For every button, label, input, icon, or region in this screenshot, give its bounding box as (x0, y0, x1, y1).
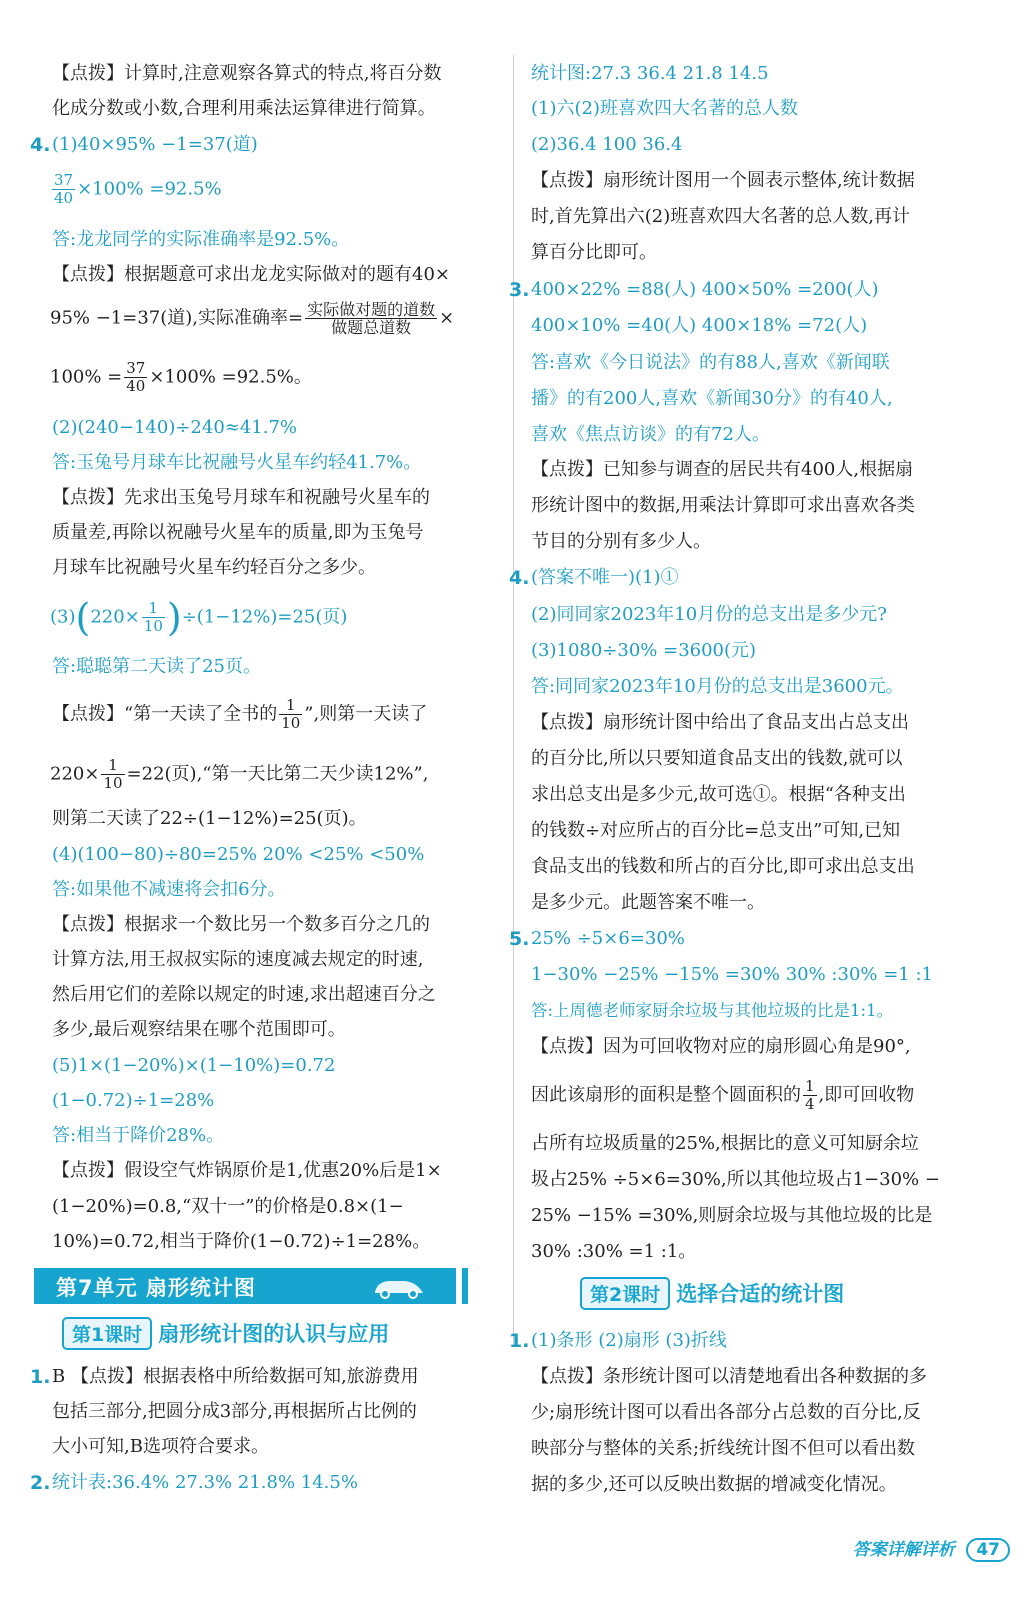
answer-line: (1)六(2)班喜欢四大名著的总人数 (531, 98, 798, 119)
hint-line: 质量差,再除以祝融号火星车的质量,即为玉兔号 (52, 522, 424, 543)
hint-line: 据的多少,还可以反映出数据的增减变化情况。 (531, 1474, 897, 1495)
answer-line: (4)(100−80)÷80=25% 20% <25% <50% (52, 844, 425, 865)
answer-line: (2)(240−140)÷240≈41.7% (52, 417, 298, 438)
hint-line: 映部分与整体的关系;折线统计图不但可以看出数 (531, 1438, 916, 1459)
unit-banner (34, 1268, 474, 1304)
answer-line: 25% ÷5×6=30% (531, 928, 685, 949)
hint-line: 【点拨】扇形统计图中给出了食品支出占总支出 (531, 712, 909, 733)
hint-line: 【点拨】因为可回收物对应的扇形圆心角是90°, (531, 1036, 911, 1057)
hint-line: 【点拨】根据题意可求出龙龙实际做对的题有40× (52, 264, 450, 285)
question-number: 4. (30, 134, 51, 156)
answer-line: 统计图:27.3 36.4 21.8 14.5 (531, 63, 769, 84)
lesson-heading (580, 1277, 844, 1310)
hint-line: 求出总支出是多少元,故可选①。根据“各种支出 (531, 784, 906, 805)
question-number: 2. (30, 1472, 51, 1494)
hint-line: 少;扇形统计图可以看出各部分占总数的百分比,反 (531, 1402, 921, 1423)
hint-formula: 100% = $\frac{37}{40}$ ×100% =92.5%。 (50, 359, 312, 395)
answer-formula: $\frac{37}{40}$ ×100% =92.5% (54, 171, 222, 207)
lesson-title: 扇形统计图的认识与应用 (158, 1322, 390, 1346)
hint-line: 食品支出的钱数和所占的百分比,即可求出总支出 (531, 856, 915, 877)
answer-line: 答:聪聪第二天读了25页。 (52, 656, 261, 677)
hint-line: 包括三部分,把圆分成3部分,再根据所占比例的 (52, 1401, 417, 1422)
answer-line: (1)40×95% −1=37(道) (52, 134, 258, 155)
hint-line: 的钱数÷对应所占的百分比=总支出”可知,已知 (531, 820, 901, 841)
car-icon (369, 1274, 429, 1300)
hint-line: 【点拨】已知参与调查的居民共有400人,根据扇 (531, 459, 914, 480)
lesson-heading (62, 1317, 389, 1350)
answer-line: (2)同同家2023年10月份的总支出是多少元? (531, 604, 887, 625)
answer-line: (1)条形 (2)扇形 (3)折线 (531, 1330, 727, 1351)
hint-line: 节目的分别有多少人。 (531, 531, 711, 552)
hint-line: B 【点拨】根据表格中所给数据可知,旅游费用 (52, 1366, 419, 1387)
answer-line: 播》的有200人,喜欢《新闻30分》的有40人, (531, 388, 893, 409)
question-number: 4. (509, 567, 530, 589)
hint-line: 【点拨】根据求一个数比另一个数多百分之几的 (52, 914, 430, 935)
answer-line: 答:如果他不减速将会扣6分。 (52, 879, 286, 900)
hint-line: 化成分数或小数,合理利用乘法运算律进行简算。 (52, 98, 436, 119)
lesson-badge: 第2课时 (580, 1277, 670, 1310)
hint-line: 大小可知,B选项符合要求。 (52, 1436, 269, 1457)
fraction: $\frac{37}{40}$ (54, 171, 74, 207)
question-number: 3. (509, 279, 530, 301)
hint-formula: 【点拨】“第一天读了全书的 $\frac{1}{10}$ ”,则第一天读了 (52, 696, 428, 732)
hint-line: 的百分比,所以只要知道食品支出的钱数,就可以 (531, 748, 903, 769)
hint-line: 10%)=0.72,相当于降价(1−0.72)÷1=28%。 (52, 1231, 431, 1252)
hint-line: 【点拨】假设空气炸锅原价是1,优惠20%后是1× (52, 1160, 442, 1181)
lesson-badge: 第1课时 (62, 1317, 152, 1350)
fraction: $\frac{1}{4}$ (805, 1077, 815, 1113)
hint-line: 则第二天读了22÷(1−12%)=25(页)。 (52, 808, 367, 829)
answer-line: 400×22% =88(人) 400×50% =200(人) (531, 279, 879, 300)
answer-line: (3)1080÷30% =3600(元) (531, 640, 757, 661)
unit-title: 第7单元 扇形统计图 (56, 1276, 256, 1300)
fraction: $\frac{1}{10}$ (143, 599, 163, 635)
fraction: $\frac{1}{10}$ (103, 756, 123, 792)
hint-line: 计算方法,用王叔叔实际的速度减去规定的时速, (52, 949, 424, 970)
banner-stripe (456, 1268, 462, 1304)
answer-line: 统计表:36.4% 27.3% 21.8% 14.5% (52, 1472, 358, 1493)
hint-line: 多少,最后观察结果在哪个范围即可。 (52, 1019, 346, 1040)
footer-label: 答案详解详析 (852, 1540, 955, 1560)
banner-stripe (468, 1268, 474, 1304)
hint-line: 【点拨】扇形统计图用一个圆表示整体,统计数据 (531, 170, 915, 191)
answer-line: (1−0.72)÷1=28% (52, 1090, 215, 1111)
answer-line: 答:相当于降价28%。 (52, 1125, 225, 1146)
question-number: 1. (30, 1366, 51, 1388)
hint-line: 【点拨】计算时,注意观察各算式的特点,将百分数 (52, 63, 442, 84)
hint-line: 30% :30% =1 :1。 (531, 1241, 697, 1262)
lesson-title: 选择合适的统计图 (676, 1282, 845, 1306)
fraction: $\frac{37}{40}$ (126, 359, 146, 395)
answer-line: 1−30% −25% −15% =30% 30% :30% =1 :1 (531, 964, 933, 985)
answer-line: 答:玉兔号月球车比祝融号火星车约轻41.7%。 (52, 452, 422, 473)
answer-line: 400×10% =40(人) 400×18% =72(人) (531, 315, 868, 336)
column-divider (513, 55, 514, 1345)
hint-formula: 220× $\frac{1}{10}$ =22(页),“第一天比第二天少读12%”, (50, 756, 429, 792)
answer-line: (2)36.4 100 36.4 (531, 134, 683, 155)
fraction: $\frac{1}{10}$ (281, 696, 301, 732)
hint-line: 圾占25% ÷5×6=30%,所以其他垃圾占1−30% − (531, 1169, 940, 1190)
hint-line: 【点拨】条形统计图可以清楚地看出各种数据的多 (531, 1366, 927, 1387)
hint-line: 时,首先算出六(2)班喜欢四大名著的总人数,再计 (531, 206, 910, 227)
answer-line: (答案不唯一)(1)① (531, 567, 679, 588)
page-footer (853, 1535, 1010, 1562)
question-number: 5. (509, 928, 530, 950)
answer-line: 答:上周德老师家厨余垃圾与其他垃圾的比是1:1。 (531, 1001, 894, 1020)
hint-line: 是多少元。此题答案不唯一。 (531, 892, 765, 913)
fraction: $\frac{\text{实际做对题的道数}}{\text{做题总道数}}$ (307, 300, 436, 337)
hint-line: (1−20%)=0.8,“双十一”的价格是0.8×(1− (52, 1196, 404, 1217)
hint-line: 算百分比即可。 (531, 242, 657, 263)
hint-line: 月球车比祝融号火星车约轻百分之多少。 (52, 557, 376, 578)
answer-line: (5)1×(1−20%)×(1−10%)=0.72 (52, 1055, 336, 1076)
hint-formula: 95% −1=37(道),实际准确率= $\frac{\text{实际做对题的道数}}{\text{做题总道数}}$ × (50, 300, 455, 337)
answer-formula: (3)(220× $\frac{1}{10}$ )÷(1−12%)=25(页) (50, 595, 348, 640)
hint-formula: 因此该扇形的面积是整个圆面积的 $\frac{1}{4}$ ,即可回收物 (531, 1077, 915, 1113)
page-number: 47 (966, 1538, 1010, 1562)
hint-line: 然后用它们的差除以规定的时速,求出超速百分之 (52, 984, 436, 1005)
hint-line: 25% −15% =30%,则厨余垃圾与其他垃圾的比是 (531, 1205, 933, 1226)
answer-line: 答:龙龙同学的实际准确率是92.5%。 (52, 229, 350, 250)
answer-line: 喜欢《焦点访谈》的有72人。 (531, 424, 770, 445)
answer-line: 答:同同家2023年10月份的总支出是3600元。 (531, 676, 904, 697)
answer-line: 答:喜欢《今日说法》的有88人,喜欢《新闻联 (531, 352, 890, 373)
question-number: 1. (509, 1330, 530, 1352)
hint-line: 形统计图中的数据,用乘法计算即可求出喜欢各类 (531, 495, 915, 516)
hint-line: 占所有垃圾质量的25%,根据比的意义可知厨余垃 (531, 1133, 919, 1154)
hint-line: 【点拨】先求出玉兔号月球车和祝融号火星车的 (52, 487, 430, 508)
